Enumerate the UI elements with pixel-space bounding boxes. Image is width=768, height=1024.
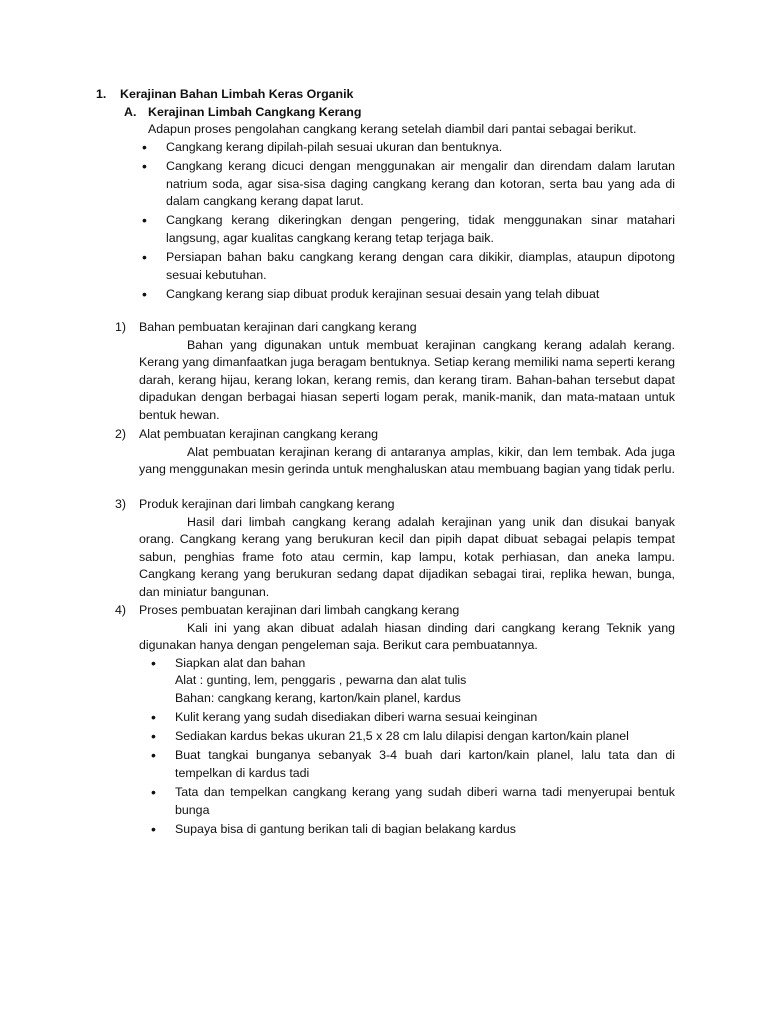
heading-2 bbox=[124, 104, 361, 122]
section-paragraph: Hasil dari limbah cangkang kerang adalah kerajinan yang unik dan disukai banyak orang. Cangkang kerang yang berukuran kecil dan pipih dapat dibuat sebagai pelapis tempat sabun, penghias frame foto atau cermin, kap lampu, kotak perhiasan, dan aneka lampu. Cangkang kerang yang berukuran sedang dapat dijadikan sebagai tirai, replika hewan, bunga, dan miniatur bangunan. bbox=[139, 514, 675, 599]
section-title-text: Proses pembuatan kerajinan dari limbah cangkang kerang bbox=[139, 603, 460, 617]
section-title-text: Produk kerajinan dari limbah cangkang kerang bbox=[139, 497, 395, 511]
list-item: • Cangkang kerang dipilah-pilah sesuai ukuran dan bentuknya. bbox=[140, 139, 675, 157]
list-item: • Supaya bisa di gantung berikan tali di bagian belakang kardus bbox=[149, 821, 675, 839]
steps-bullet-list bbox=[115, 655, 675, 838]
intro-text: Adapun proses pengolahan cangkang kerang setelah diambil dari pantai sebagai berikut. bbox=[148, 122, 637, 136]
heading-1-text: Kerajinan Bahan Limbah Keras Organik bbox=[120, 87, 354, 101]
section-number: 1) bbox=[115, 320, 127, 334]
section-1 bbox=[115, 319, 675, 425]
list-item: • Sediakan kardus bekas ukuran 21,5 x 28 cm lalu dilapisi dengan karton/kain planel bbox=[149, 728, 675, 746]
section-paragraph: Alat pembuatan kerajinan kerang di antaranya amplas, kikir, dan lem tembak. Ada juga yang menggunakan mesin gerinda untuk menghaluskan atau membuang bagian yang tidak perlu. bbox=[139, 444, 675, 477]
section-title-text: Alat pembuatan kerajinan cangkang kerang bbox=[139, 427, 379, 441]
process-bullet-list bbox=[140, 139, 675, 305]
section-number: 2) bbox=[115, 427, 127, 441]
section-title bbox=[115, 319, 675, 337]
list-item: • Tata dan tempelkan cangkang kerang yang sudah diberi warna tadi menyerupai bentuk bunga bbox=[149, 784, 675, 819]
section-number: 3) bbox=[115, 497, 127, 511]
section-number: 4) bbox=[115, 603, 127, 617]
step-materials: Bahan: cangkang kerang, karton/kain planel, kardus bbox=[175, 690, 461, 705]
list-item: • Cangkang kerang dikeringkan dengan pengering, tidak menggunakan sinar matahari langsung, agar kualitas cangkang kerang tetap terjaga baik. bbox=[140, 212, 675, 247]
list-item: • Persiapan bahan baku cangkang kerang dengan cara dikikir, diamplas, ataupun dipotong sesuai kebutuhan. bbox=[140, 249, 675, 284]
section-3 bbox=[115, 496, 675, 602]
list-item: • Buat tangkai bunganya sebanyak 3-4 buah dari karton/kain planel, lalu tata dan di tempelkan di kardus tadi bbox=[149, 747, 675, 782]
heading-2-number: A. bbox=[124, 105, 137, 119]
list-item: • Kulit kerang yang sudah disediakan diberi warna sesuai keinginan bbox=[149, 709, 675, 727]
section-title bbox=[115, 496, 675, 514]
list-item: • Cangkang kerang dicuci dengan menggunakan air mengalir dan direndam dalam larutan natrium soda, agar sisa-sisa daging cangkang kerang dan kotoran, serta bau yang ada di dalam cangkang kerang dapat larut. bbox=[140, 158, 675, 211]
step-tools: Alat : gunting, lem, penggaris , pewarna dan alat tulis bbox=[175, 673, 467, 688]
section-paragraph: Kali ini yang akan dibuat adalah hiasan dinding dari cangkang kerang Teknik yang digunakan hanya dengan pengeleman saja. Berikut cara pembuatannya. bbox=[139, 620, 675, 653]
step-prepare: • Siapkan alat dan bahan bbox=[175, 655, 306, 670]
heading-1-number: 1. bbox=[96, 87, 107, 101]
section-2 bbox=[115, 426, 675, 479]
list-item: • Cangkang kerang siap dibuat produk kerajinan sesuai desain yang telah dibuat bbox=[140, 286, 675, 304]
heading-2-text: Kerajinan Limbah Cangkang Kerang bbox=[148, 105, 362, 119]
section-title bbox=[115, 602, 675, 620]
section-4 bbox=[115, 602, 675, 840]
section-title bbox=[115, 426, 675, 444]
list-item bbox=[149, 655, 675, 708]
section-title-text: Bahan pembuatan kerajinan dari cangkang kerang bbox=[139, 320, 417, 334]
heading-1 bbox=[96, 86, 353, 104]
section-paragraph: Bahan yang digunakan untuk membuat kerajinan cangkang kerang adalah kerang. Kerang yang dimanfaatkan juga beragam bentuknya. Setiap kerang memiliki nama seperti kerang darah, kerang hijau, kerang lokan, kerang remis, dan kerang tiram. Bahan-bahan tersebut dapat dipadukan dengan berbagai hiasan seperti logam perak, manik-manik, dan mata-mataan untuk bentuk hewan. bbox=[139, 337, 675, 422]
